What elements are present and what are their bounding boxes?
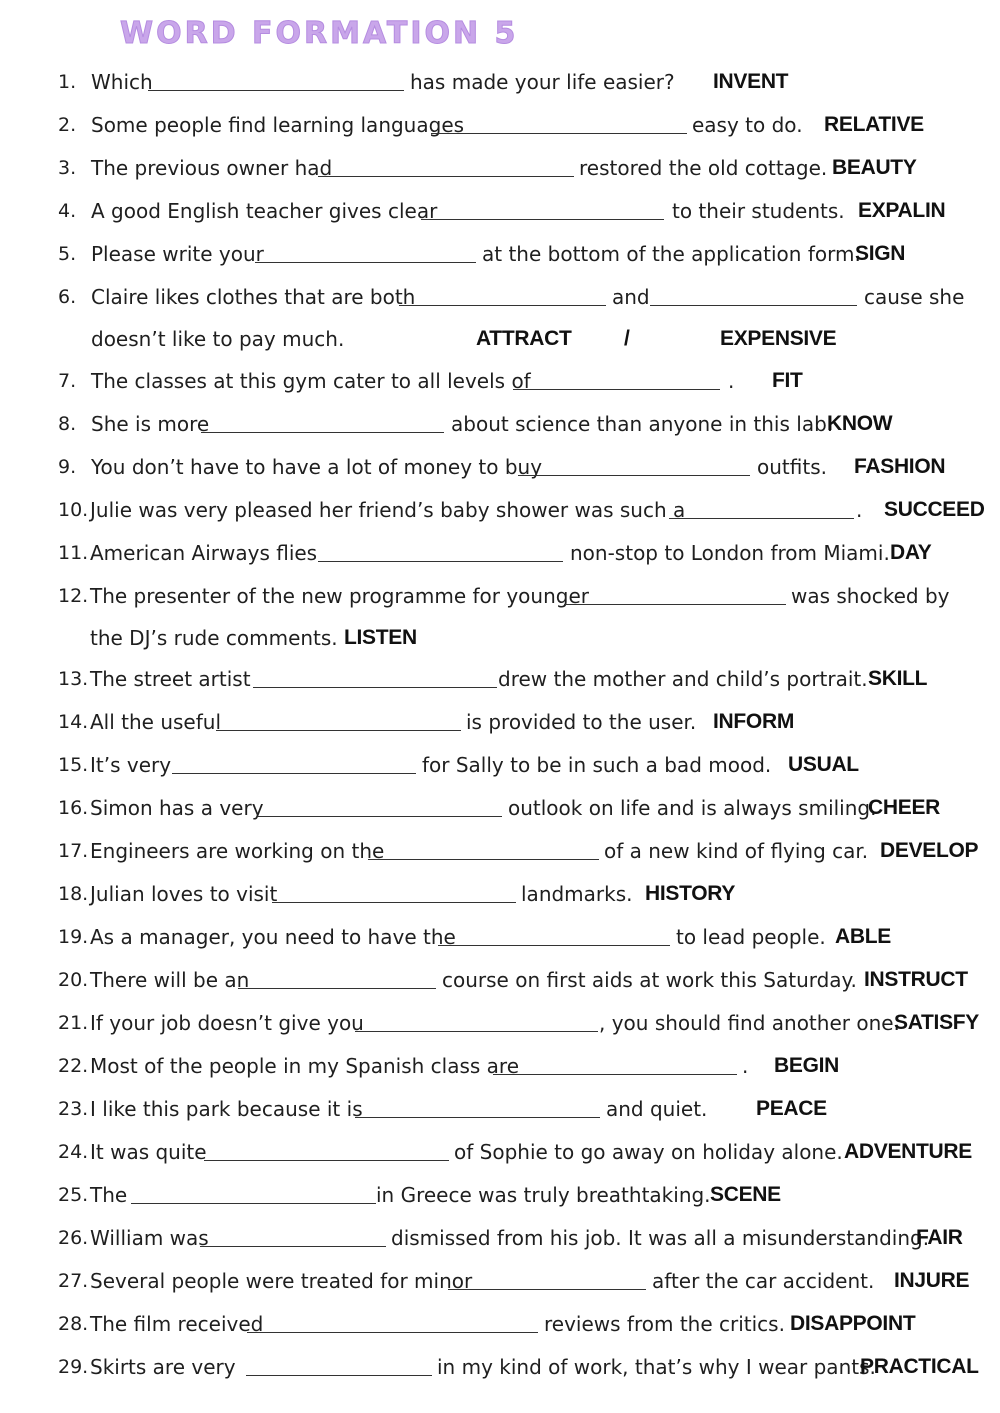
exercise-item-9 xyxy=(58,451,988,483)
sentence-part-b: reviews from the critics. xyxy=(544,1312,785,1336)
keyword: FAIR xyxy=(916,1226,963,1249)
answer-blank-2[interactable] xyxy=(650,305,857,306)
keyword: SIGN xyxy=(855,242,906,265)
sentence-part-a: It was quite xyxy=(90,1140,207,1164)
item-number: 21. xyxy=(58,1012,89,1034)
item-number: 29. xyxy=(58,1356,89,1378)
item-number: 13. xyxy=(58,668,89,690)
sentence-part-a: You don’t have to have a lot of money to buy xyxy=(91,455,543,479)
sentence-part-b: about science than anyone in this lab. xyxy=(451,412,834,436)
answer-blank[interactable] xyxy=(255,262,476,263)
keyword: EXPALIN xyxy=(858,199,946,222)
answer-blank[interactable] xyxy=(246,1375,432,1376)
sentence-part-a: I like this park because it is xyxy=(90,1097,363,1121)
item-number: 12. xyxy=(58,585,89,607)
exercise-item-5 xyxy=(58,238,988,270)
keyword: USUAL xyxy=(788,753,859,776)
answer-blank[interactable] xyxy=(247,1332,538,1333)
item-number: 2. xyxy=(58,114,77,136)
item-number: 1. xyxy=(58,71,77,93)
exercise-item-11 xyxy=(58,537,988,569)
sentence-part-b: and quiet. xyxy=(606,1097,708,1121)
exercise-item-20 xyxy=(58,964,988,996)
exercise-item-12 xyxy=(58,580,988,612)
sentence-part-b: to lead people. xyxy=(676,925,826,949)
exercise-item-28 xyxy=(58,1308,988,1340)
sentence-part-b: in my kind of work, that’s why I wear pants. xyxy=(437,1355,876,1379)
keyword: DISAPPOINT xyxy=(790,1312,916,1335)
sentence-part-a: Several people were treated for minor xyxy=(90,1269,473,1293)
keyword: PEACE xyxy=(756,1097,827,1120)
exercise-item-2 xyxy=(58,109,988,141)
item-number: 28. xyxy=(58,1313,89,1335)
exercise-item-26 xyxy=(58,1222,988,1254)
exercise-item-1 xyxy=(58,66,988,98)
answer-blank[interactable] xyxy=(493,1074,737,1075)
answer-blank[interactable] xyxy=(148,90,404,91)
answer-blank[interactable] xyxy=(431,133,687,134)
answer-blank[interactable] xyxy=(258,816,502,817)
exercise-item-14 xyxy=(58,706,988,738)
sentence-part-a: Skirts are very xyxy=(90,1355,236,1379)
exercise-item-18 xyxy=(58,878,988,910)
answer-blank[interactable] xyxy=(238,988,436,989)
item-number: 22. xyxy=(58,1055,89,1077)
keyword-separator: / xyxy=(624,327,630,350)
sentence-part-b: outfits. xyxy=(757,455,827,479)
keyword: PRACTICAL xyxy=(860,1355,979,1378)
sentence-part-a: Claire likes clothes that are both xyxy=(91,285,416,309)
exercise-item-23 xyxy=(58,1093,988,1125)
sentence-part-a: American Airways flies xyxy=(90,541,318,565)
keyword-2: EXPENSIVE xyxy=(720,327,837,350)
sentence-part-a: As a manager, you need to have the xyxy=(90,925,456,949)
sentence-part-a: The street artist xyxy=(90,667,251,691)
answer-blank-1[interactable] xyxy=(399,305,606,306)
item-number: 11. xyxy=(58,542,89,564)
keyword: LISTEN xyxy=(344,626,417,649)
answer-blank[interactable] xyxy=(564,604,786,605)
item-number: 6. xyxy=(58,286,77,308)
item-number: 15. xyxy=(58,754,89,776)
sentence-part-b: outlook on life and is always smiling. xyxy=(508,796,877,820)
item-number: 25. xyxy=(58,1184,89,1206)
keyword: BEGIN xyxy=(774,1054,840,1077)
keyword: INFORM xyxy=(713,710,795,733)
item-number: 4. xyxy=(58,200,77,222)
answer-blank[interactable] xyxy=(355,1031,598,1032)
item-number: 10. xyxy=(58,499,89,521)
sentence-part-a: The film received xyxy=(90,1312,264,1336)
sentence-part-a: All the useful xyxy=(90,710,222,734)
sentence-part-b: . xyxy=(742,1054,749,1078)
keyword: HISTORY xyxy=(645,882,736,905)
exercise-item-22 xyxy=(58,1050,988,1082)
sentence-part-b: has made your life easier? xyxy=(410,70,675,94)
exercise-item-21 xyxy=(58,1007,988,1039)
item-number: 5. xyxy=(58,243,77,265)
exercise-item-19 xyxy=(58,921,988,953)
item-number: 3. xyxy=(58,157,77,179)
exercise-item-25 xyxy=(58,1179,988,1211)
keyword: RELATIVE xyxy=(824,113,924,136)
item-number: 23. xyxy=(58,1098,89,1120)
sentence-part-a: A good English teacher gives clear xyxy=(91,199,438,223)
keyword: SCENE xyxy=(710,1183,781,1206)
exercise-item-3 xyxy=(58,152,988,184)
sentence-part-a: Most of the people in my Spanish class are xyxy=(90,1054,520,1078)
sentence-part-b: landmarks. xyxy=(521,882,633,906)
keyword-1: ATTRACT xyxy=(476,327,572,350)
sentence-part-a: Julie was very pleased her friend’s baby shower was such a xyxy=(90,498,686,522)
keyword: FIT xyxy=(772,369,803,392)
sentence-part-b: is provided to the user. xyxy=(466,710,697,734)
keyword: SKILL xyxy=(868,667,928,690)
sentence-part-a: Please write your xyxy=(91,242,264,266)
sentence-part-a: Simon has a very xyxy=(90,796,264,820)
keyword: ABLE xyxy=(835,925,891,948)
keyword: FASHION xyxy=(854,455,946,478)
answer-blank[interactable] xyxy=(272,902,516,903)
sentence-part-a: It’s very xyxy=(90,753,172,777)
sentence-part-a: Some people find learning languages xyxy=(91,113,465,137)
keyword: INSTRUCT xyxy=(864,968,968,991)
item-number: 18. xyxy=(58,883,89,905)
answer-blank[interactable] xyxy=(438,945,670,946)
sentence-part-a: If your job doesn’t give you xyxy=(90,1011,364,1035)
sentence-part-b: at the bottom of the application form. xyxy=(482,242,861,266)
sentence-part-b: . xyxy=(856,498,863,522)
sentence-part-b: in Greece was truly breathtaking. xyxy=(376,1183,711,1207)
answer-blank[interactable] xyxy=(355,1117,600,1118)
answer-blank[interactable] xyxy=(200,1246,386,1247)
answer-blank[interactable] xyxy=(318,561,563,562)
sentence-part-b: easy to do. xyxy=(692,113,803,137)
exercise-item-29 xyxy=(58,1351,988,1383)
sentence-part-b: , you should find another one. xyxy=(599,1011,900,1035)
answer-blank[interactable] xyxy=(216,730,461,731)
keyword: ADVENTURE xyxy=(844,1140,972,1163)
keyword: INVENT xyxy=(713,70,789,93)
sentence-part-b: drew the mother and child’s portrait. xyxy=(498,667,868,691)
sentence-part-b: restored the old cottage. xyxy=(579,156,828,180)
answer-blank[interactable] xyxy=(368,859,599,860)
exercise-item-7 xyxy=(58,365,988,397)
sentence-part-a: Julian loves to visit xyxy=(90,882,278,906)
sentence-part-b: after the car accident. xyxy=(652,1269,875,1293)
answer-blank[interactable] xyxy=(318,176,574,177)
sentence-part-a: The presenter of the new programme for younger xyxy=(90,584,589,608)
sentence-part-a: Engineers are working on the xyxy=(90,839,385,863)
answer-blank[interactable] xyxy=(131,1203,376,1204)
sentence-part-b: course on first aids at work this Saturday. xyxy=(442,968,857,992)
answer-blank[interactable] xyxy=(421,219,664,220)
sentence-part-b: and xyxy=(612,285,650,309)
answer-blank[interactable] xyxy=(201,432,444,433)
answer-blank[interactable] xyxy=(204,1160,449,1161)
item-number: 14. xyxy=(58,711,89,733)
sentence-part-a: William was xyxy=(90,1226,209,1250)
item-number: 26. xyxy=(58,1227,89,1249)
answer-blank[interactable] xyxy=(513,389,720,390)
answer-blank[interactable] xyxy=(669,518,854,519)
sentence-part-b: for Sally to be in such a bad mood. xyxy=(422,753,772,777)
exercise-item-16 xyxy=(58,792,988,824)
keyword: KNOW xyxy=(827,412,893,435)
sentence-part-a: The previous owner had xyxy=(91,156,333,180)
item-number: 20. xyxy=(58,969,89,991)
answer-blank[interactable] xyxy=(172,773,416,774)
sentence-part-a: There will be an xyxy=(90,968,250,992)
keyword: DEVELOP xyxy=(880,839,979,862)
item-number: 16. xyxy=(58,797,89,819)
sentence-part-a: The classes at this gym cater to all levels of xyxy=(91,369,531,393)
sentence-part-b: was shocked by xyxy=(791,584,950,608)
item-number: 19. xyxy=(58,926,89,948)
answer-blank[interactable] xyxy=(253,687,497,688)
answer-blank[interactable] xyxy=(448,1289,646,1290)
sentence-part-c: cause she xyxy=(864,285,965,309)
exercise-item-15 xyxy=(58,749,988,781)
sentence-part-b: . xyxy=(728,369,735,393)
keyword: BEAUTY xyxy=(832,156,917,179)
item-number: 27. xyxy=(58,1270,89,1292)
exercise-item-17 xyxy=(58,835,988,867)
keyword: SUCCEED xyxy=(884,498,985,521)
exercise-item-24 xyxy=(58,1136,988,1168)
answer-blank[interactable] xyxy=(518,475,750,476)
sentence-part-b: of Sophie to go away on holiday alone. xyxy=(454,1140,843,1164)
exercise-item-12-continued xyxy=(58,622,988,654)
sentence-line-2: the DJ’s rude comments. xyxy=(90,626,338,650)
keyword: SATISFY xyxy=(894,1011,980,1034)
exercise-item-4 xyxy=(58,195,988,227)
exercise-item-8 xyxy=(58,408,988,440)
exercise-item-10 xyxy=(58,494,988,526)
exercise-item-13 xyxy=(58,663,988,695)
keyword: INJURE xyxy=(894,1269,970,1292)
sentence-part-a: Which xyxy=(91,70,153,94)
item-number: 24. xyxy=(58,1141,89,1163)
sentence-part-b: to their students. xyxy=(672,199,845,223)
item-number: 7. xyxy=(58,370,77,392)
worksheet-title: WORD FORMATION 5 xyxy=(120,16,519,51)
item-number: 8. xyxy=(58,413,77,435)
sentence-part-b: dismissed from his job. It was all a misunderstanding. xyxy=(391,1226,930,1250)
sentence-line-2: doesn’t like to pay much. xyxy=(91,327,345,351)
sentence-part-b: non-stop to London from Miami. xyxy=(570,541,890,565)
keyword: CHEER xyxy=(868,796,941,819)
keyword: DAY xyxy=(890,541,932,564)
item-number: 9. xyxy=(58,456,77,478)
sentence-part-a: She is more xyxy=(91,412,210,436)
exercise-item-6 xyxy=(58,281,988,313)
exercise-item-27 xyxy=(58,1265,988,1297)
sentence-part-b: of a new kind of flying car. xyxy=(604,839,869,863)
sentence-part-a: The xyxy=(90,1183,128,1207)
exercise-item-6-continued xyxy=(58,323,988,355)
item-number: 17. xyxy=(58,840,89,862)
